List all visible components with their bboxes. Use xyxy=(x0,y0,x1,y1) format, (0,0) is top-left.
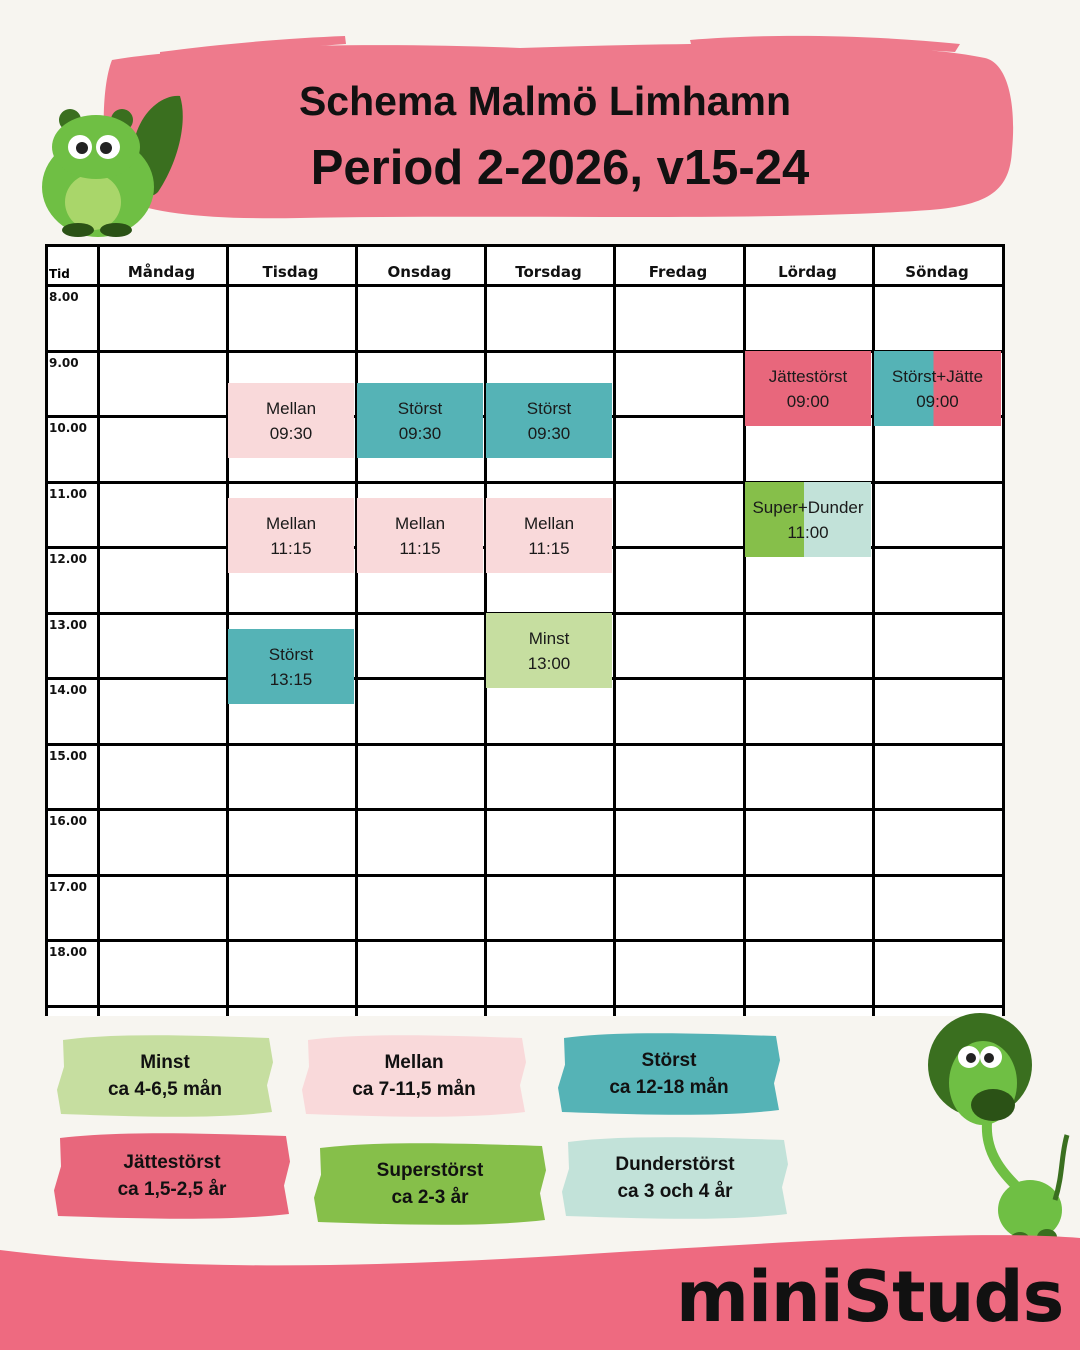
legend-age-range: ca 7-11,5 mån xyxy=(352,1079,476,1100)
session-time-label: 11:15 xyxy=(399,538,441,558)
legend-group-name: Mellan xyxy=(384,1052,444,1073)
session-time-label: 09:00 xyxy=(786,391,830,411)
beaver-mascot-icon xyxy=(38,92,188,242)
day-header: Torsdag xyxy=(515,263,582,281)
day-header: Lördag xyxy=(778,263,837,281)
day-header: Söndag xyxy=(905,263,969,281)
session-block[interactable] xyxy=(486,383,612,458)
time-label: 8.00 xyxy=(49,290,79,304)
time-label: 17.00 xyxy=(49,880,87,894)
session-block[interactable] xyxy=(228,629,354,704)
legend-item xyxy=(560,1132,790,1224)
session-time-label: 13:00 xyxy=(527,653,571,673)
grid-row-line xyxy=(45,244,1005,247)
session-time-label: 09:30 xyxy=(398,423,442,443)
session-group-label: Super+Dunder xyxy=(752,497,864,517)
session-time-label: 13:15 xyxy=(269,669,313,689)
lion-mascot-icon xyxy=(925,1005,1075,1255)
grid-column-line xyxy=(45,244,48,1016)
legend-age-range: ca 4-6,5 mån xyxy=(107,1079,223,1100)
session-group-label: Mellan xyxy=(394,513,446,533)
day-header: Måndag xyxy=(127,263,196,281)
time-label: 14.00 xyxy=(49,683,87,697)
session-time-label: 11:00 xyxy=(787,522,829,542)
session-block[interactable] xyxy=(228,498,354,573)
session-group-label: Minst xyxy=(528,628,570,648)
legend-age-range: ca 3 och 4 år xyxy=(617,1181,733,1202)
session-block[interactable] xyxy=(745,482,871,557)
day-header: Onsdag xyxy=(387,263,452,281)
grid-row-line xyxy=(45,743,1005,746)
grid-row-line xyxy=(45,1005,1005,1008)
time-label: 9.00 xyxy=(49,356,79,370)
time-label: 10.00 xyxy=(49,421,87,435)
session-block[interactable] xyxy=(357,498,483,573)
session-block[interactable] xyxy=(228,383,354,458)
legend-group-name: Superstörst xyxy=(376,1160,484,1181)
legend-group-name: Jättestörst xyxy=(123,1152,221,1173)
grid-row-line xyxy=(45,939,1005,942)
grid-row-line xyxy=(45,874,1005,877)
time-label: 15.00 xyxy=(49,749,87,763)
legend-item xyxy=(52,1128,292,1224)
day-header: Tisdag xyxy=(262,263,319,281)
session-group-label: Störst+Jätte xyxy=(891,366,984,386)
time-column-header: Tid xyxy=(49,267,70,281)
session-group-label: Mellan xyxy=(265,513,317,533)
grid-row-line xyxy=(45,284,1005,287)
page-subtitle: Period 2-2026, v15-24 xyxy=(310,141,810,195)
day-header: Fredag xyxy=(648,263,708,281)
grid-column-line xyxy=(613,244,616,1016)
session-block[interactable] xyxy=(874,351,1001,426)
session-time-label: 09:30 xyxy=(269,423,313,443)
time-label: 11.00 xyxy=(49,487,87,501)
session-time-label: 11:15 xyxy=(270,538,312,558)
legend-age-range: ca 12-18 mån xyxy=(609,1077,729,1098)
time-label: 13.00 xyxy=(49,618,87,632)
session-block[interactable] xyxy=(486,613,612,688)
session-time-label: 09:30 xyxy=(527,423,571,443)
legend-item xyxy=(55,1030,275,1122)
session-block[interactable] xyxy=(745,351,871,426)
session-group-label: Störst xyxy=(526,398,572,418)
session-group-label: Mellan xyxy=(523,513,575,533)
page-title: Schema Malmö Limhamn xyxy=(298,78,792,124)
legend-age-range: ca 1,5-2,5 år xyxy=(117,1179,227,1200)
time-label: 18.00 xyxy=(49,945,87,959)
time-label: 16.00 xyxy=(49,814,87,828)
legend-group-name: Minst xyxy=(140,1052,190,1073)
session-group-label: Störst xyxy=(268,644,314,664)
legend-group-name: Störst xyxy=(641,1050,697,1071)
legend-item xyxy=(312,1138,548,1230)
grid-row-line xyxy=(45,808,1005,811)
session-block[interactable] xyxy=(357,383,483,458)
legend-item xyxy=(556,1028,782,1120)
grid-column-line xyxy=(97,244,100,1016)
session-time-label: 09:00 xyxy=(916,391,959,411)
grid-column-line xyxy=(355,244,358,1016)
legend-group-name: Dunderstörst xyxy=(615,1154,735,1175)
session-time-label: 11:15 xyxy=(528,538,570,558)
session-group-label: Störst xyxy=(397,398,443,418)
schedule-table xyxy=(45,244,1005,1016)
legend-age-range: ca 2-3 år xyxy=(391,1187,469,1208)
session-group-label: Mellan xyxy=(265,398,317,418)
grid-column-line xyxy=(1002,244,1005,1016)
session-block[interactable] xyxy=(486,498,612,573)
ministuds-logo: miniStuds xyxy=(676,1256,1064,1338)
legend-item xyxy=(300,1030,528,1122)
session-group-label: Jättestörst xyxy=(768,366,848,386)
time-label: 12.00 xyxy=(49,552,87,566)
